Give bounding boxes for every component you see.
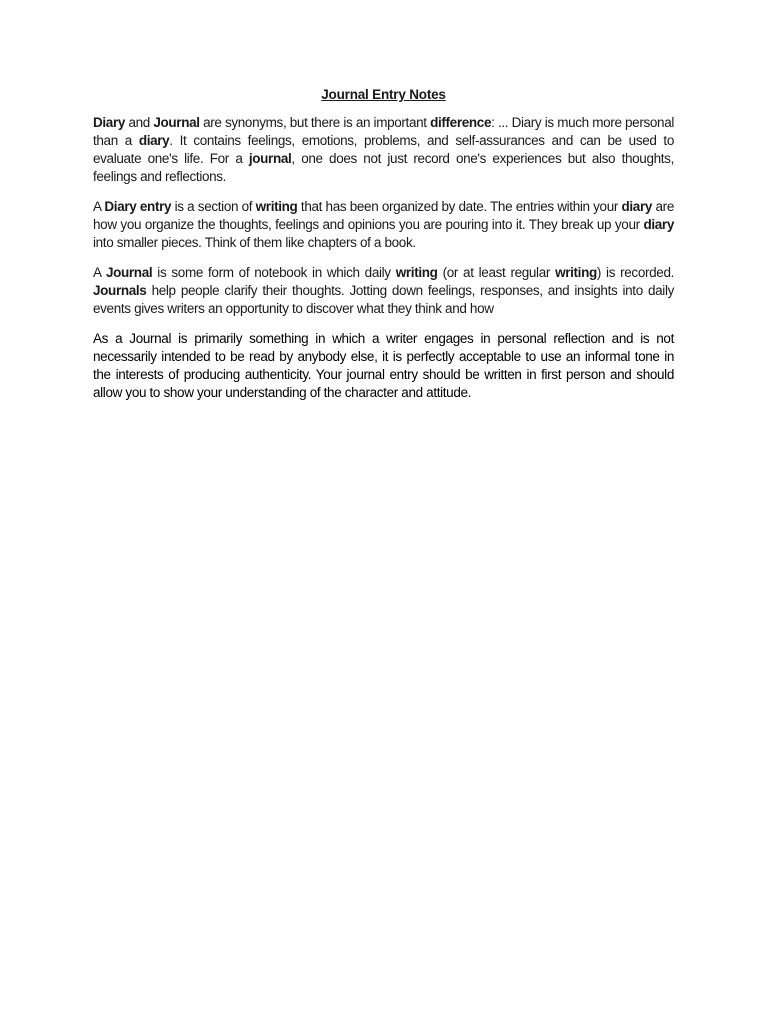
paragraph-segment: : ... Diary is much more personal than a <box>93 115 675 148</box>
paragraph-segment: diary <box>138 133 170 148</box>
paragraph-segment: A <box>93 199 105 214</box>
paragraph-segment: , one does not just record one's experiences but also thoughts, feelings and reflections. <box>93 151 674 184</box>
paragraph-segment: Journal <box>153 115 200 130</box>
paragraph-segment: are synonyms, but there is an important <box>199 115 431 130</box>
paragraph-segment: . It contains feelings, emotions, problems, and self-assurances and can be used to evaluate one's life. For a <box>93 133 674 166</box>
paragraph-segment: is some form of notebook in which daily <box>152 265 396 280</box>
paragraph-journal-definition <box>93 264 674 318</box>
paragraph-segment: Diary entry <box>104 199 172 214</box>
paragraph-journal-tone <box>93 330 674 402</box>
paragraph-segment: Diary <box>93 115 126 130</box>
paragraph-diary-vs-journal <box>93 114 674 186</box>
paragraph-segment: writing <box>255 199 298 214</box>
paragraph-segment: difference <box>430 115 492 130</box>
paragraph-segment: into smaller pieces. Think of them like chapters of a book. <box>93 235 416 250</box>
paragraph-segment: Journal <box>105 265 153 280</box>
paragraph-segment: help people clarify their thoughts. Jotting down feelings, responses, and insights into daily events gives writers an opportunity to discover what they think and how <box>93 283 674 316</box>
paragraph-diary-entry <box>93 198 674 252</box>
paragraph-segment: A <box>93 265 106 280</box>
paragraph-segment: are how you organize the thoughts, feelings and opinions you are pouring into it. They break up your <box>93 199 674 232</box>
paragraph-segment: Journals <box>93 283 147 298</box>
paragraph-segment: ) is recorded. <box>596 265 675 280</box>
paragraph-segment: journal <box>248 151 292 166</box>
paragraph-segment: diary <box>621 199 653 214</box>
paragraph-segment: writing <box>555 265 597 280</box>
paragraph-segment: writing <box>395 265 438 280</box>
document-title: Journal Entry Notes <box>321 87 446 102</box>
paragraph-segment: As a Journal is primarily something in which a writer engages in personal reflection and is not necessarily intended to be read by anybody else, it is perfectly acceptable to use an informal tone in the interests of producing authenticity. Your journal entry should be written in first person and should allow you to show your understanding of the character and attitude. <box>93 331 674 400</box>
paragraph-segment: and <box>125 115 154 130</box>
paragraph-segment: is a section of <box>171 199 256 214</box>
paragraph-segment: that has been organized by date. The entries within your <box>297 199 622 214</box>
paragraph-segment: (or at least regular <box>437 265 556 280</box>
paragraph-segment: diary <box>643 217 674 232</box>
document-page <box>93 86 674 414</box>
